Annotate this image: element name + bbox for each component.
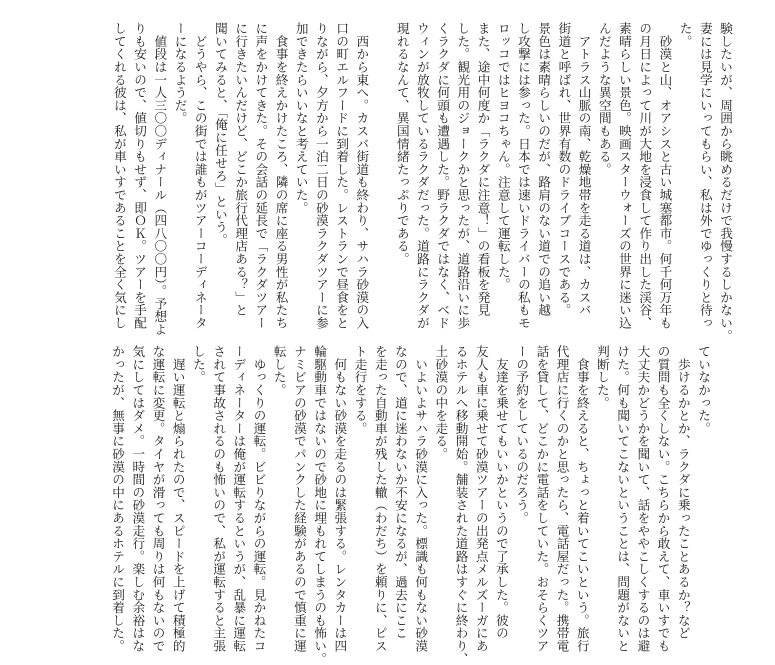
- text-line: 現れるなんて、異国情緒たっぷりである。: [394, 22, 410, 266]
- text-line: 大丈夫かどうかを聞いて、話をややこしくするのは避: [635, 345, 651, 653]
- text-line: の質問も全くしない。こちらから敢えて、車いすでも: [655, 345, 671, 653]
- text-line: 気にしてはダメ。一時間の砂漠走行。楽しむ余裕はな: [130, 345, 146, 653]
- text-line: 街道と呼ばれ、世界有数のドライブコースである。: [556, 22, 572, 317]
- text-line: 土砂漠の中を走る。: [433, 345, 449, 461]
- text-line: した。観光用のジョークかと思ったが、道路沿いに歩: [455, 22, 471, 330]
- text-line: の月日によって川が大地を浸食して作り出した渓谷、: [637, 22, 653, 330]
- text-line: 験したいが、周囲から眺めるだけで我慢するしかない。: [718, 22, 733, 342]
- text-line: いよいよサハラ砂漠に入った。標識も何もない砂漠: [413, 345, 429, 653]
- text-line: な運転に変更。タイヤが滑っても周りは何もないので: [150, 345, 166, 653]
- text-line: [371, 22, 391, 340]
- text-line: 口の町エルフードに到着した。レストランで昼食をと: [334, 22, 350, 330]
- text-line: に行きたいんだけど、どこか旅行代理店ある？」と: [233, 22, 249, 317]
- text-line: 値段は一人三〇〇ディナール（四八〇〇円）。予想よ: [152, 22, 168, 336]
- text-line: 聞いてみると、「俺に任せろ」という。: [212, 22, 228, 247]
- text-line: くラクダに何頭も遭遇した。野ラクダではなく、ベド: [435, 22, 451, 330]
- text-line: ーになるようだ。: [172, 22, 188, 125]
- text-line: されて事故されるのも怖いので、私が運転すると主張: [211, 345, 227, 653]
- text-line: 景色は素晴らしいのだが、路肩のない道での追い越: [536, 22, 552, 317]
- text-line: 話を貸して、どこかに電話をしていた。おそらくツア: [534, 345, 550, 653]
- text-line: んだような異空間もある。: [596, 22, 612, 176]
- text-line: 加できたらいいなと考えていた。: [293, 22, 309, 214]
- text-line: 歩けるかとか、ラクダに乗ったことあるか？など: [675, 345, 691, 640]
- text-line: た。: [677, 22, 693, 48]
- text-line: 友人も車に乗せて砂漠ツアーの出発点メルズーガにあ: [473, 345, 489, 653]
- text-line: を走った自動車が残した轍（わだち）を頼りに、ピス: [372, 345, 388, 653]
- text-line: に声をかけてきた。その会話の延長で「ラクダツアー: [253, 22, 269, 330]
- text-line: どうやら、この街では誰もがツアーコーディネータ: [192, 22, 208, 330]
- text-line: アトラス山脈の南、乾燥地帯を走る道は、カスバ: [576, 22, 592, 317]
- text-line: りながら、夕方から一泊二日の砂漠ラクダツアーに参: [313, 22, 329, 330]
- text-line: 転した。: [271, 345, 287, 397]
- text-line: りも安いので、値切りもせず、即ＯＫ。ツアーを手配: [132, 22, 148, 330]
- text-line: 砂漠と山、オアシスと古い城塞都市。何千何万年も: [657, 22, 673, 330]
- text-line: 輪駆動車ではないので砂地に埋もれてしまうのも怖い。: [312, 345, 328, 665]
- upper-text-block: [109, 22, 735, 340]
- text-line: なので、道に迷わないか不安になるが、過去にここ: [392, 345, 408, 640]
- text-line: 西から東へ。カスバ街道も終わり、サハラ砂漠の入: [354, 22, 370, 330]
- text-line: かったが、無事に砂漠の中にあるホテルに到着した。: [110, 345, 126, 653]
- text-line: るホテルへ移動開始。舗装された道路はすぐに終わり、: [453, 345, 469, 665]
- text-line: ナミビアの砂漠でパンクした経験があるので慎重に運: [291, 345, 307, 653]
- text-line: ていなかった。: [696, 345, 711, 435]
- text-line: ーディネーターは俺が運転するというが、乱暴に運転: [231, 345, 247, 653]
- text-line: 代理店に行くのかと思ったら、電話屋だった。携帯電: [554, 345, 570, 653]
- text-line: 食事を終えかけたころ、隣の席に座る男性が私たち: [273, 22, 289, 330]
- text-line: ト走行をする。: [352, 345, 368, 435]
- text-line: また、途中何度か「ラクダに注意！」の看板を発見: [475, 22, 491, 317]
- text-line: 判断した。: [594, 345, 610, 409]
- text-line: 妻には見学にいってもらい、私は外でゆっくりと待っ: [697, 22, 713, 330]
- text-line: ーの予約をしているのだろう。: [514, 345, 530, 525]
- text-line: してくれる彼は、私が車いすであることを全く気にし: [111, 22, 127, 330]
- text-line: 素晴らしい景色。映画スターウォーズの世界に迷い込: [616, 22, 632, 330]
- text-line: けた。何も聞いてこないということは、問題がないと: [615, 345, 631, 653]
- text-line: した。: [190, 345, 206, 384]
- text-line: ゆっくりの運転。ビビりながらの運転。見かねたコ: [251, 345, 267, 653]
- text-line: 友達を乗せてもいいかというので了承した。彼の: [493, 345, 509, 640]
- lower-text-block: [107, 345, 713, 665]
- text-line: し攻撃には参った。日本では速いドライバーの私もモ: [515, 22, 531, 330]
- text-line: ロッコではヒヨコちゃん。注意して運転した。: [495, 22, 511, 291]
- text-line: 遅い運転と煽られたので、スピードを上げて積極的: [170, 345, 186, 653]
- text-line: 何もない砂漠を走るのは緊張する。レンタカーは四: [332, 345, 348, 653]
- text-line: ウィンが放牧しているラクダだった。道路にラクダが: [414, 22, 430, 330]
- text-line: 食事を終えると、ちょっと着いてこいという。旅行: [574, 345, 590, 653]
